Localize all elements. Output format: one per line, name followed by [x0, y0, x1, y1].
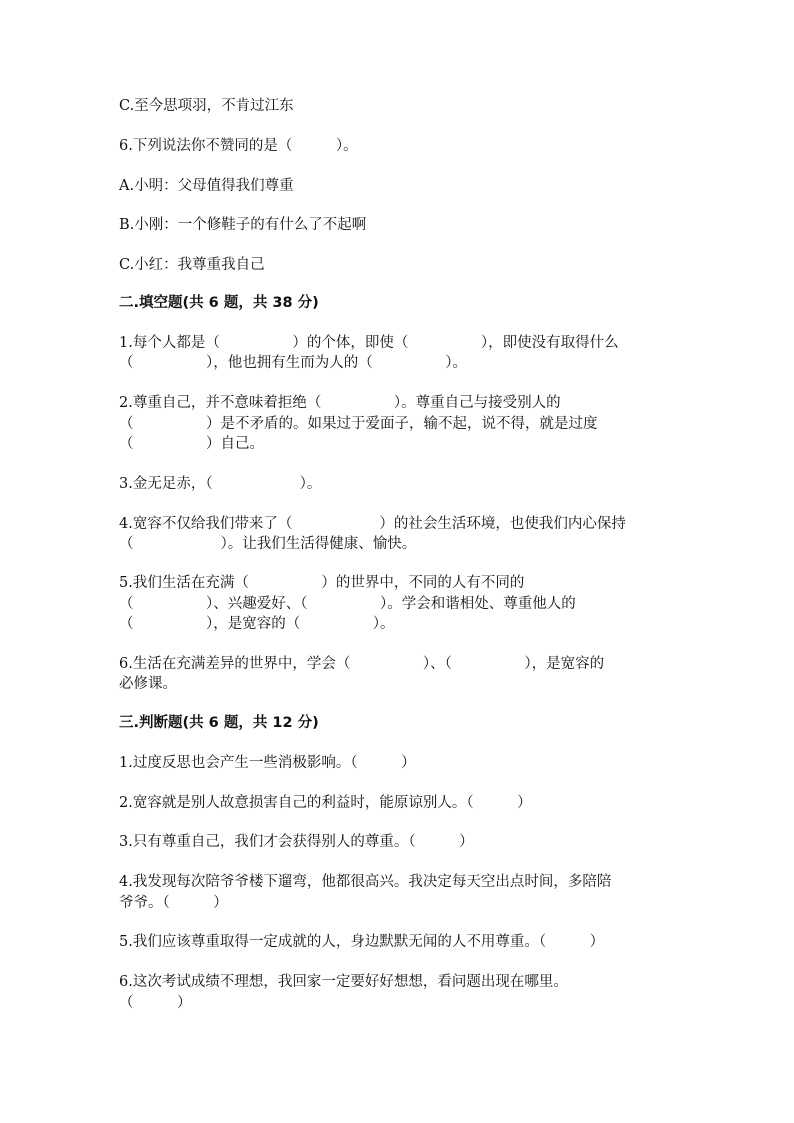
- choice-option-b-q6: B.小刚：一个修鞋子的有什么了不起啊: [119, 217, 367, 233]
- judge-q5: 5.我们应该尊重取得一定成就的人，身边默默无闻的人不用尊重。（ ）: [119, 934, 605, 950]
- fill-q6-line2: 必修课。: [119, 676, 177, 692]
- judge-q2: 2.宽容就是别人故意损害自己的利益时，能原谅别人。（ ）: [119, 795, 532, 811]
- question-6-stem: 6.下列说法你不赞同的是（ ）。: [119, 138, 358, 154]
- choice-option-a-q6: A.小明：父母值得我们尊重: [119, 178, 294, 194]
- judge-q6-line1: 6.这次考试成绩不理想，我回家一定要好好想想，看问题出现在哪里。: [119, 974, 568, 990]
- fill-q5-line1: 5.我们生活在充满（ ）的世界中，不同的人有不同的: [119, 575, 525, 591]
- fill-q2-line3: （ ）自己。: [119, 436, 264, 452]
- choice-option-c-q6: C.小红：我尊重我自己: [119, 257, 265, 273]
- fill-q2-line1: 2.尊重自己，并不意味着拒绝（ ）。尊重自己与接受别人的: [119, 395, 561, 411]
- judge-q6-line2: （ ）: [119, 995, 192, 1011]
- fill-q5-line2: （ ）、兴趣爱好、（ ）。学会和谐相处、尊重他人的: [119, 596, 576, 612]
- section-heading-fill-blank: 二.填空题(共 6 题，共 38 分): [119, 295, 319, 311]
- fill-q1-line1: 1.每个人都是（ ）的个体，即使（ ），即使没有取得什么: [119, 335, 619, 351]
- fill-q4-line1: 4.宽容不仅给我们带来了（ ）的社会生活环境，也使我们内心保持: [119, 516, 626, 532]
- judge-q4-line2: 爷爷。（ ）: [119, 895, 228, 911]
- fill-q5-line3: （ ），是宽容的（ ）。: [119, 616, 395, 632]
- section-heading-judge: 三.判断题(共 6 题，共 12 分): [119, 715, 319, 731]
- fill-q4-line2: （ ）。让我们生活得健康、愉快。: [119, 536, 417, 552]
- fill-q1-line2: （ ），他也拥有生而为人的（ ）。: [119, 355, 467, 371]
- judge-q1: 1.过度反思也会产生一些消极影响。（ ）: [119, 755, 416, 771]
- fill-q2-line2: （ ）是不矛盾的。如果过于爱面子，输不起，说不得，就是过度: [119, 416, 598, 432]
- judge-q3: 3.只有尊重自己，我们才会获得别人的尊重。（ ）: [119, 834, 474, 850]
- judge-q4-line1: 4.我发现每次陪爷爷楼下遛弯，他都很高兴。我决定每天空出点时间，多陪陪: [119, 874, 612, 890]
- fill-q6-line1: 6.生活在充满差异的世界中，学会（ ）、（ ），是宽容的: [119, 656, 605, 672]
- choice-option-c-q5: C.至今思项羽，不肯过江东: [119, 98, 294, 114]
- fill-q3-line1: 3.金无足赤，（ ）。: [119, 476, 322, 492]
